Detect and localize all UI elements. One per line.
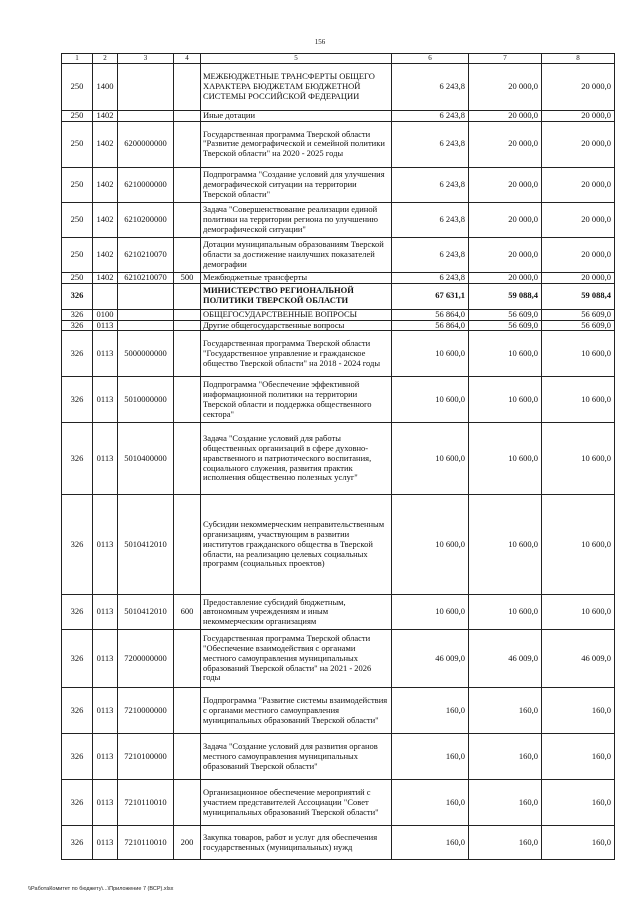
row-amount-col8: 20 000,0 (542, 202, 615, 237)
table-row (62, 309, 615, 320)
row-amount-col6: 160,0 (392, 780, 469, 826)
row-amount-col7: 10 600,0 (469, 331, 542, 377)
row-code-expense-type: 200 (174, 826, 201, 860)
row-code-section: 0113 (93, 780, 118, 826)
row-name: Задача "Создание условий для работы общественных организаций в сфере духовно-нравственного и патриотического воспитания, социального служения, развития практик исполнения общественно полезных услуг" (201, 423, 392, 495)
row-amount-col6: 6 243,8 (392, 121, 469, 167)
row-name: ОБЩЕГОСУДАРСТВЕННЫЕ ВОПРОСЫ (201, 309, 392, 320)
column-number: 6 (392, 54, 469, 64)
column-number: 3 (118, 54, 174, 64)
table-row (62, 780, 615, 826)
row-amount-col8: 56 609,0 (542, 320, 615, 331)
row-code-expense-type: 600 (174, 595, 201, 630)
row-code-expense-type (174, 423, 201, 495)
row-code-admin: 250 (62, 272, 93, 283)
table-row (62, 283, 615, 309)
row-amount-col7: 20 000,0 (469, 272, 542, 283)
row-amount-col7: 20 000,0 (469, 237, 542, 272)
row-code-target: 7210000000 (118, 688, 174, 734)
file-path-footer: \\РаботаКомитет по бюджету\...\Приложение 7 (ВСР).xlsx (28, 886, 174, 892)
table-row (62, 64, 615, 111)
row-code-expense-type (174, 630, 201, 688)
row-code-expense-type: 500 (174, 272, 201, 283)
row-amount-col6: 10 600,0 (392, 595, 469, 630)
row-code-admin: 326 (62, 423, 93, 495)
row-amount-col8: 160,0 (542, 826, 615, 860)
row-amount-col7: 160,0 (469, 688, 542, 734)
row-code-section: 0100 (93, 309, 118, 320)
row-amount-col8: 46 009,0 (542, 630, 615, 688)
row-code-admin: 326 (62, 331, 93, 377)
row-code-section: 0113 (93, 826, 118, 860)
row-amount-col8: 59 088,4 (542, 283, 615, 309)
row-amount-col7: 20 000,0 (469, 167, 542, 202)
row-code-target: 6210210070 (118, 237, 174, 272)
row-amount-col6: 46 009,0 (392, 630, 469, 688)
column-number: 7 (469, 54, 542, 64)
row-amount-col6: 160,0 (392, 734, 469, 780)
row-name: МИНИСТЕРСТВО РЕГИОНАЛЬНОЙ ПОЛИТИКИ ТВЕРСКОЙ ОБЛАСТИ (201, 283, 392, 309)
row-amount-col7: 20 000,0 (469, 64, 542, 111)
row-amount-col8: 20 000,0 (542, 111, 615, 122)
row-amount-col7: 10 600,0 (469, 377, 542, 423)
row-name: Закупка товаров, работ и услуг для обеспечения государственных (муниципальных) нужд (201, 826, 392, 860)
row-code-section: 0113 (93, 630, 118, 688)
row-code-admin: 326 (62, 283, 93, 309)
budget-table (61, 53, 615, 860)
row-amount-col6: 10 600,0 (392, 331, 469, 377)
row-name: Субсидии некоммерческим неправительственным организациям, участвующим в развитии институтов гражданского общества в Тверской области, на реализацию целевых социальных программ (социальных проектов) (201, 495, 392, 595)
row-code-section: 1402 (93, 202, 118, 237)
row-amount-col7: 160,0 (469, 826, 542, 860)
row-amount-col7: 56 609,0 (469, 309, 542, 320)
row-code-admin: 326 (62, 688, 93, 734)
row-name: Подпрограмма "Развитие системы взаимодействия с органами местного самоуправления муниципальных образований Тверской области" (201, 688, 392, 734)
row-code-section: 1400 (93, 64, 118, 111)
row-amount-col7: 59 088,4 (469, 283, 542, 309)
row-amount-col8: 10 600,0 (542, 331, 615, 377)
row-amount-col6: 6 243,8 (392, 272, 469, 283)
row-code-section: 0113 (93, 320, 118, 331)
row-code-admin: 326 (62, 320, 93, 331)
row-code-expense-type (174, 111, 201, 122)
table-row (62, 320, 615, 331)
row-code-expense-type (174, 121, 201, 167)
row-amount-col6: 10 600,0 (392, 377, 469, 423)
row-amount-col8: 160,0 (542, 734, 615, 780)
row-code-target (118, 309, 174, 320)
row-code-section: 0113 (93, 377, 118, 423)
table-row (62, 423, 615, 495)
row-amount-col8: 20 000,0 (542, 167, 615, 202)
row-name: Задача "Создание условий для развития органов местного самоуправления муниципальных образований Тверской области" (201, 734, 392, 780)
column-number-header (62, 54, 615, 64)
row-name: Государственная программа Тверской области "Государственное управление и гражданское общество Тверской области" на 2018 - 2024 годы (201, 331, 392, 377)
column-number: 1 (62, 54, 93, 64)
table-row (62, 734, 615, 780)
row-code-target (118, 111, 174, 122)
row-amount-col8: 20 000,0 (542, 272, 615, 283)
row-code-expense-type (174, 309, 201, 320)
column-number: 5 (201, 54, 392, 64)
row-name: Иные дотации (201, 111, 392, 122)
row-amount-col8: 160,0 (542, 780, 615, 826)
row-code-target (118, 320, 174, 331)
row-amount-col7: 20 000,0 (469, 111, 542, 122)
row-code-section (93, 283, 118, 309)
row-amount-col6: 10 600,0 (392, 423, 469, 495)
row-code-expense-type (174, 780, 201, 826)
row-amount-col7: 160,0 (469, 780, 542, 826)
row-amount-col8: 10 600,0 (542, 377, 615, 423)
row-code-admin: 326 (62, 734, 93, 780)
row-amount-col6: 160,0 (392, 826, 469, 860)
table-row (62, 167, 615, 202)
row-name: Организационное обеспечение мероприятий с участием представителей Ассоциации "Совет муниципальных образований Тверской области" (201, 780, 392, 826)
row-code-target: 6210000000 (118, 167, 174, 202)
row-name: Межбюджетные трансферты (201, 272, 392, 283)
row-amount-col7: 20 000,0 (469, 202, 542, 237)
row-name: Подпрограмма "Создание условий для улучшения демографической ситуации на территории Тверской области" (201, 167, 392, 202)
row-amount-col8: 10 600,0 (542, 595, 615, 630)
row-amount-col6: 56 864,0 (392, 309, 469, 320)
row-code-expense-type (174, 734, 201, 780)
row-amount-col8: 160,0 (542, 688, 615, 734)
row-amount-col6: 6 243,8 (392, 64, 469, 111)
row-code-admin: 250 (62, 202, 93, 237)
row-code-expense-type (174, 331, 201, 377)
row-amount-col8: 20 000,0 (542, 237, 615, 272)
table-row (62, 826, 615, 860)
table-row (62, 688, 615, 734)
row-code-section: 1402 (93, 237, 118, 272)
row-code-target: 6200000000 (118, 121, 174, 167)
row-code-section: 0113 (93, 331, 118, 377)
row-code-section: 0113 (93, 423, 118, 495)
row-code-expense-type (174, 688, 201, 734)
row-code-expense-type (174, 167, 201, 202)
row-code-admin: 326 (62, 780, 93, 826)
row-name: МЕЖБЮДЖЕТНЫЕ ТРАНСФЕРТЫ ОБЩЕГО ХАРАКТЕРА БЮДЖЕТАМ БЮДЖЕТНОЙ СИСТЕМЫ РОССИЙСКОЙ ФЕДЕРАЦИИ (201, 64, 392, 111)
row-code-admin: 250 (62, 121, 93, 167)
row-amount-col7: 46 009,0 (469, 630, 542, 688)
row-code-section: 1402 (93, 121, 118, 167)
table-row (62, 495, 615, 595)
row-code-target: 7200000000 (118, 630, 174, 688)
table-row (62, 377, 615, 423)
row-amount-col7: 56 609,0 (469, 320, 542, 331)
row-code-target: 5010400000 (118, 423, 174, 495)
row-code-section: 0113 (93, 495, 118, 595)
row-code-target: 7210110010 (118, 826, 174, 860)
row-amount-col7: 20 000,0 (469, 121, 542, 167)
row-code-section: 1402 (93, 167, 118, 202)
row-amount-col6: 10 600,0 (392, 495, 469, 595)
row-code-section: 0113 (93, 595, 118, 630)
row-amount-col6: 160,0 (392, 688, 469, 734)
row-name: Дотации муниципальным образованиям Тверской области за достижение наилучших показателей демографии (201, 237, 392, 272)
row-code-admin: 250 (62, 111, 93, 122)
row-amount-col7: 10 600,0 (469, 495, 542, 595)
row-code-expense-type (174, 237, 201, 272)
table-row (62, 595, 615, 630)
row-code-section: 0113 (93, 688, 118, 734)
row-name: Задача "Совершенствование реализации единой политики на территории региона по улучшению демографической ситуации" (201, 202, 392, 237)
row-code-target: 7210100000 (118, 734, 174, 780)
row-name: Государственная программа Тверской области "Развитие демографической и семейной политики Тверской области" на 2020 - 2025 годы (201, 121, 392, 167)
row-code-admin: 326 (62, 495, 93, 595)
row-code-admin: 326 (62, 377, 93, 423)
row-code-expense-type (174, 377, 201, 423)
column-number: 2 (93, 54, 118, 64)
row-name: Предоставление субсидий бюджетным, автономным учреждениям и иным некоммерческим организациям (201, 595, 392, 630)
table-row (62, 272, 615, 283)
row-amount-col6: 56 864,0 (392, 320, 469, 331)
row-code-admin: 326 (62, 595, 93, 630)
row-code-target: 7210110010 (118, 780, 174, 826)
row-amount-col7: 10 600,0 (469, 595, 542, 630)
row-amount-col8: 56 609,0 (542, 309, 615, 320)
row-code-target: 5000000000 (118, 331, 174, 377)
table-row (62, 630, 615, 688)
row-code-admin: 326 (62, 309, 93, 320)
table-row (62, 111, 615, 122)
row-code-target (118, 64, 174, 111)
row-name: Государственная программа Тверской области "Обеспечение взаимодействия с органами местного самоуправления муниципальных образований Тверской области" на 2021 - 2026 годы (201, 630, 392, 688)
row-code-expense-type (174, 64, 201, 111)
row-amount-col8: 10 600,0 (542, 423, 615, 495)
row-code-admin: 326 (62, 630, 93, 688)
row-code-admin: 326 (62, 826, 93, 860)
page-number: 156 (314, 38, 326, 46)
row-code-expense-type (174, 283, 201, 309)
table-row (62, 331, 615, 377)
row-amount-col7: 10 600,0 (469, 423, 542, 495)
row-code-section: 1402 (93, 111, 118, 122)
row-code-target (118, 283, 174, 309)
row-name: Другие общегосударственные вопросы (201, 320, 392, 331)
row-name: Подпрограмма "Обеспечение эффективной информационной политики на территории Тверской области и поддержка общественного сектора" (201, 377, 392, 423)
row-code-section: 1402 (93, 272, 118, 283)
row-code-section: 0113 (93, 734, 118, 780)
row-code-target: 5010412010 (118, 495, 174, 595)
row-code-admin: 250 (62, 237, 93, 272)
row-amount-col6: 6 243,8 (392, 167, 469, 202)
row-code-admin: 250 (62, 167, 93, 202)
row-code-expense-type (174, 202, 201, 237)
row-code-expense-type (174, 495, 201, 595)
table-row (62, 237, 615, 272)
row-amount-col8: 20 000,0 (542, 121, 615, 167)
row-code-expense-type (174, 320, 201, 331)
row-code-target: 6210210070 (118, 272, 174, 283)
column-number: 8 (542, 54, 615, 64)
column-number: 4 (174, 54, 201, 64)
row-amount-col6: 6 243,8 (392, 202, 469, 237)
row-code-target: 5010412010 (118, 595, 174, 630)
row-amount-col7: 160,0 (469, 734, 542, 780)
table-row (62, 121, 615, 167)
row-amount-col6: 6 243,8 (392, 237, 469, 272)
row-code-target: 6210200000 (118, 202, 174, 237)
row-amount-col6: 6 243,8 (392, 111, 469, 122)
row-amount-col8: 10 600,0 (542, 495, 615, 595)
row-code-admin: 250 (62, 64, 93, 111)
row-amount-col8: 20 000,0 (542, 64, 615, 111)
row-code-target: 5010000000 (118, 377, 174, 423)
row-amount-col6: 67 631,1 (392, 283, 469, 309)
table-row (62, 202, 615, 237)
